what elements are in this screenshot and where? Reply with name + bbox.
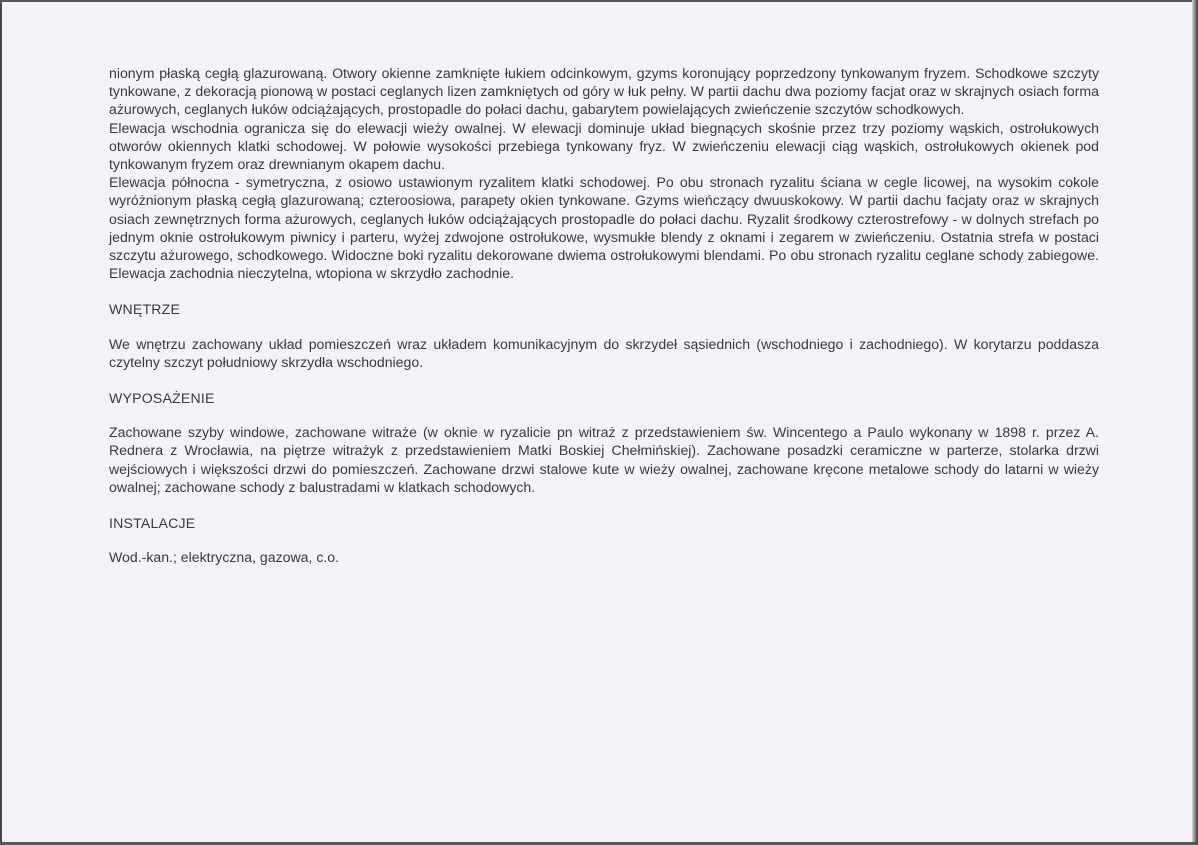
section-heading-furnishings: WYPOSAŻENIE xyxy=(109,390,215,407)
section-heading-installations: INSTALACJE xyxy=(109,515,196,532)
section-heading-interior: WNĘTRZE xyxy=(109,301,181,318)
paragraph-east-elevation: Elewacja wschodnia ogranicza się do elewacji wieży owalnej. W elewacji dominuje układ biegnących skośnie przez trzy poziomy wąskich, ostrołukowych otworów okiennych klatki schodowej. W połowie wysokości przebiega tynkowany fryz. W zwieńczeniu elewacji ciąg wąskich, ostrołukowych okienek pod tynkowanym fryzem oraz drewnianym okapem dachu. xyxy=(109,119,1099,173)
section-text-furnishings: Zachowane szyby windowe, zachowane witraże (w oknie w ryzalicie pn witraż z przedstawieniem św. Wincentego a Paulo wykonany w 1898 r. przez A. Rednera z Wrocławia, na piętrze witrażyk z przedstawieniem Matki Boskiej Chełmińskiej). Zachowane posadzki ceramiczne w parterze, stolarka drzwi wejściowych i większości drzwi do pomieszczeń. Zachowane drzwi stalowe kute w wieży owalnej, zachowane kręcone metalowe schody do latarni w wieży owalnej; zachowane schody z balustradami w klatkach schodowych. xyxy=(109,424,1099,495)
document-body xyxy=(109,64,1099,566)
paragraph-north-elevation: Elewacja północna - symetryczna, z osiowo ustawionym ryzalitem klatki schodowej. Po obu stronach ryzalitu ściana w cegle licowej, na wysokim cokole wyróżnionym płaską cegłą glazurowaną; czteroosiowa, parapety okien tynkowane. Gzyms wieńczący dwuuskokowy. W partii dachu facjaty oraz w skrajnych osiach zewnętrznych forma ażurowych, ceglanych łuków odciążających prostopadle do połaci dachu. Ryzalit środkowy czterostrefowy - w dolnych strefach po jednym oknie ostrołukowym piwnicy i parteru, wyżej zdwojone ostrołukowe, wysmukłe blendy z oknami i zegarem w zwieńczeniu. Ostatnia strefa w postaci szczytu ażurowego, schodkowego. Widoczne boki ryzalitu dekorowane dwiema ostrołukowymi blendami. Po obu stronach ryzalitu ceglane schody zabiegowe. Elewacja zachodnia nieczytelna, wtopiona w skrzydło zachodnie. xyxy=(109,174,1099,282)
scanned-page xyxy=(2,2,1192,842)
section-text-installations: Wod.-kan.; elektryczna, gazowa, c.o. xyxy=(109,549,340,566)
scan-border-right xyxy=(1192,0,1198,845)
paragraph-facade-continued: nionym płaską cegłą glazurowaną. Otwory okienne zamknięte łukiem odcinkowym, gzyms koronujący poprzedzony tynkowanym fryzem. Schodkowe szczyty tynkowane, z dekoracją pionową w postaci ceglanych lizen zamkniętych od góry w łuk pełny. W partii dachu dwa poziomy facjat oraz w skrajnych osiach forma ażurowych, ceglanych łuków odciążających, prostopadle do połaci dachu, gabarytem powielających zwieńczenie szczytów schodkowych. xyxy=(109,65,1099,118)
section-text-interior: We wnętrzu zachowany układ pomieszczeń wraz układem komunikacyjnym do skrzydeł sąsiednich (wschodniego i zachodniego). W korytarzu poddasza czytelny szczyt południowy skrzydła wschodniego. xyxy=(109,335,1099,370)
